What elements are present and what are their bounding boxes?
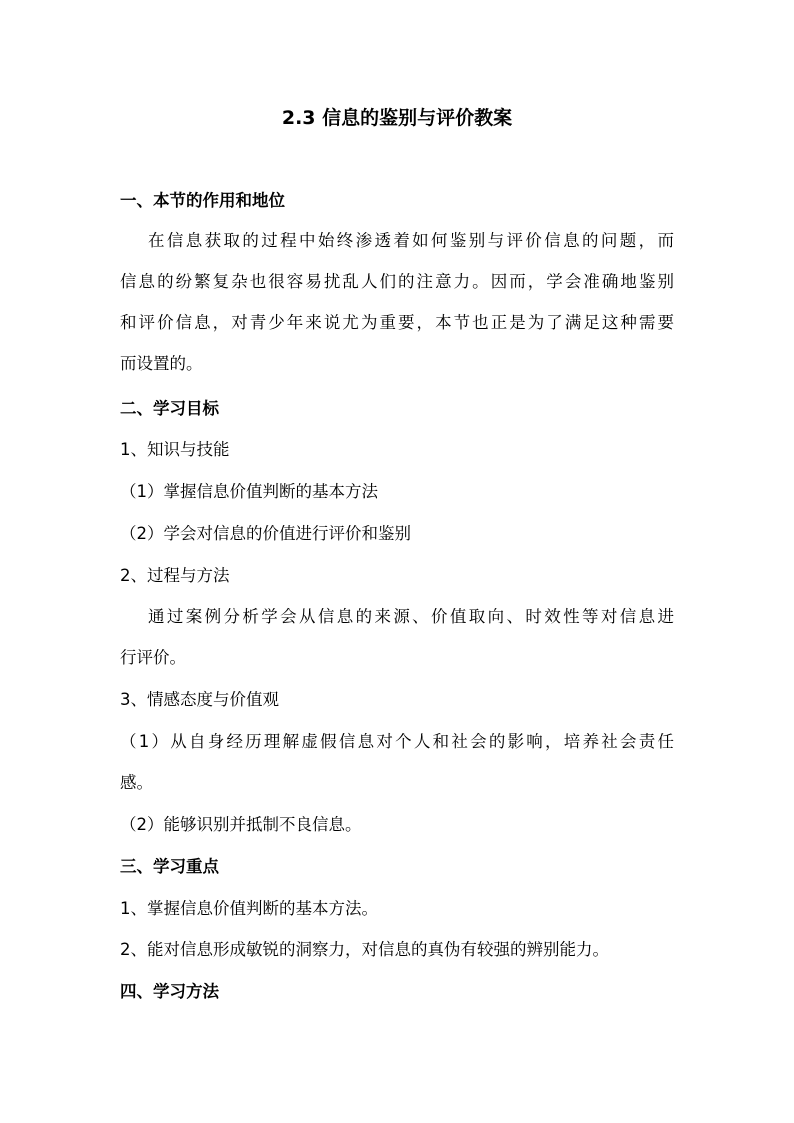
- paragraph-line: 信息的纷繁复杂也很容易扰乱人们的注意力。因而，学会准确地鉴别: [120, 272, 674, 291]
- paragraph-line: 行评价。: [120, 648, 186, 667]
- list-item: （1）从自身经历理解虚假信息对个人和社会的影响，培养社会责任: [120, 732, 674, 751]
- section-heading-key-points: 三、学习重点: [120, 857, 219, 876]
- list-item: （2）学会对信息的价值进行评价和鉴别: [120, 524, 411, 543]
- paragraph-line: 通过案例分析学会从信息的来源、价值取向、时效性等对信息进: [148, 607, 674, 626]
- subheading-attitude: 3、情感态度与价值观: [120, 690, 279, 709]
- list-item: （2）能够识别并抵制不良信息。: [120, 815, 362, 834]
- paragraph-line: 而设置的。: [120, 354, 203, 373]
- subheading-knowledge: 1、知识与技能: [120, 440, 230, 459]
- list-item: 1、掌握信息价值判断的基本方法。: [120, 899, 378, 918]
- paragraph-line: 在信息获取的过程中始终渗透着如何鉴别与评价信息的问题，而: [148, 231, 674, 250]
- list-item: （1）掌握信息价值判断的基本方法: [120, 482, 378, 501]
- subheading-process: 2、过程与方法: [120, 566, 230, 585]
- document-title: 2.3 信息的鉴别与评价教案: [281, 107, 513, 129]
- paragraph-line: 和评价信息，对青少年来说尤为重要，本节也正是为了满足这种需要: [120, 313, 674, 332]
- list-item: 2、能对信息形成敏锐的洞察力，对信息的真伪有较强的辨别能力。: [120, 940, 609, 959]
- section-heading-goals: 二、学习目标: [120, 399, 219, 418]
- section-heading-role: 一、本节的作用和地位: [120, 191, 285, 210]
- list-item-continued: 感。: [120, 773, 153, 792]
- section-heading-methods: 四、学习方法: [120, 982, 219, 1001]
